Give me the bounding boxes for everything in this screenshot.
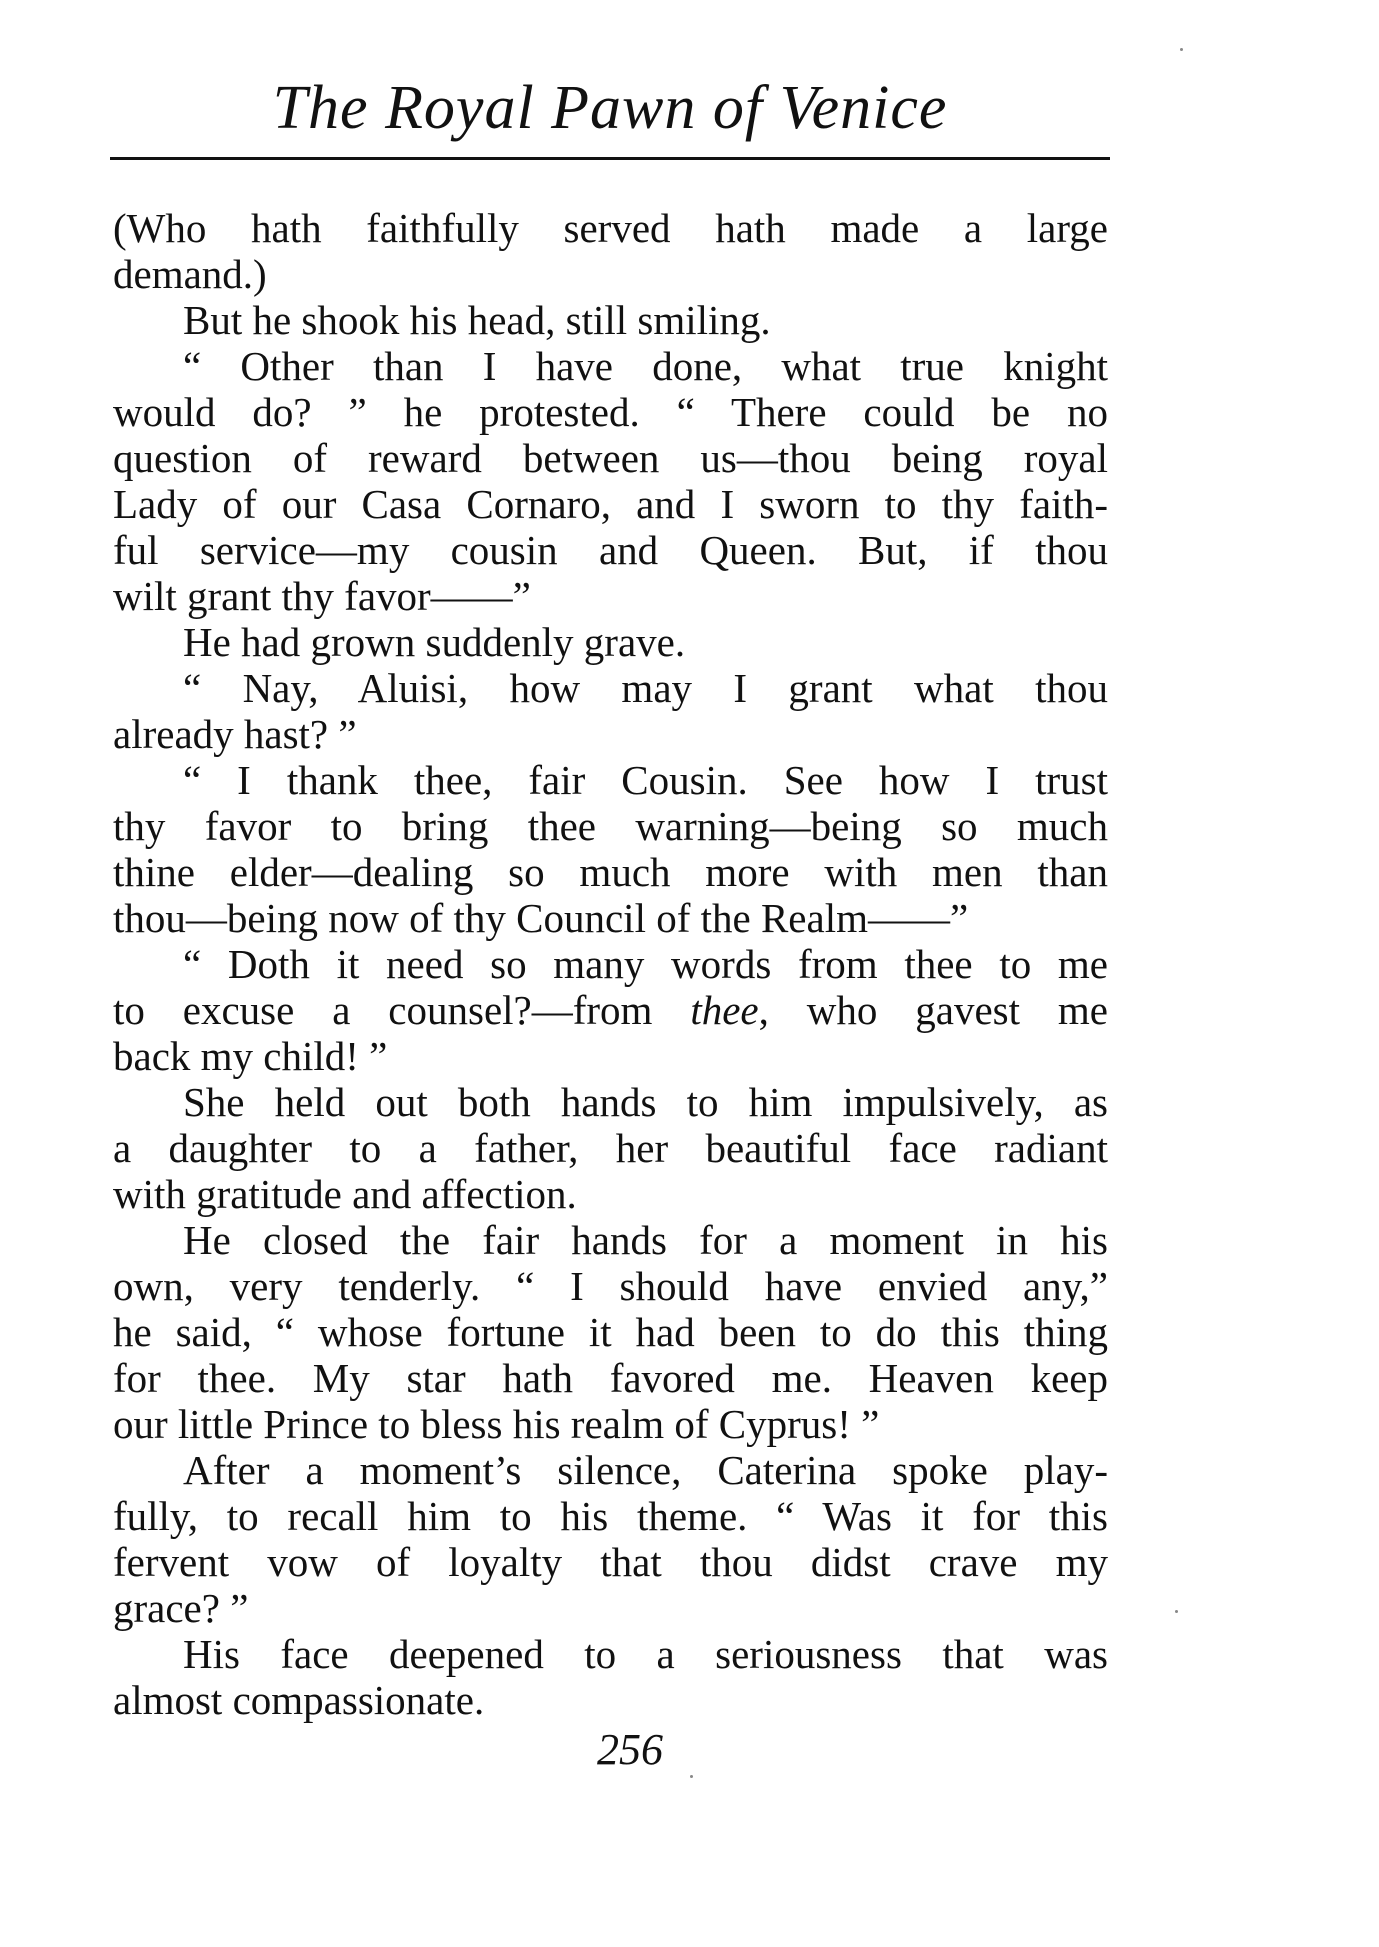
text-line: “ Nay, Aluisi, how may I grant what thou [183, 665, 1108, 711]
emphasis: thee [690, 987, 759, 1033]
text-line: with gratitude and affection. [113, 1171, 577, 1217]
text-line: wilt grant thy favor——” [113, 573, 531, 619]
text-line: he said, “ whose fortune it had been to do this thing [113, 1309, 1108, 1355]
text-line: own, very tenderly. “ I should have envied any,” [113, 1263, 1108, 1309]
text-line: “ Other than I have done, what true knight [183, 343, 1108, 389]
body-text [113, 205, 1108, 1723]
text-line: our little Prince to bless his realm of Cyprus! ” [113, 1401, 880, 1447]
text-line: would do? ” he protested. “ There could be no [113, 389, 1108, 435]
paper-speck [1175, 1610, 1178, 1613]
text-line: He had grown suddenly grave. [183, 619, 686, 665]
text-line: back my child! ” [113, 1033, 388, 1079]
text-line: His face deepened to a seriousness that was [183, 1631, 1108, 1677]
text-line: thy favor to bring thee warning—being so much [113, 803, 1108, 849]
text-line: fervent vow of loyalty that thou didst crave my [113, 1539, 1108, 1585]
text-line: to excuse a counsel?—from thee, who gavest me [113, 987, 1108, 1033]
text-line: grace? ” [113, 1585, 249, 1631]
text-line: He closed the fair hands for a moment in his [183, 1217, 1108, 1263]
text-line: a daughter to a father, her beautiful face radiant [113, 1125, 1108, 1171]
text-line: ful service—my cousin and Queen. But, if thou [113, 527, 1108, 573]
text-line: She held out both hands to him impulsively, as [183, 1079, 1108, 1125]
text-line: (Who hath faithfully served hath made a large [113, 205, 1108, 251]
paper-speck [690, 1775, 693, 1778]
header-rule [110, 157, 1110, 160]
text-line: already hast? ” [113, 711, 357, 757]
text-line: “ Doth it need so many words from thee to me [183, 941, 1108, 987]
text-line: fully, to recall him to his theme. “ Was it for this [113, 1493, 1108, 1539]
text-line: thou—being now of thy Council of the Realm——” [113, 895, 969, 941]
text-line: thine elder—dealing so much more with men than [113, 849, 1108, 895]
text-line: But he shook his head, still smiling. [183, 297, 771, 343]
text-line: almost compassionate. [113, 1677, 485, 1723]
text-line: question of reward between us—thou being royal [113, 435, 1108, 481]
text-line: “ I thank thee, fair Cousin. See how I trust [183, 757, 1108, 803]
running-title: The Royal Pawn of Venice [272, 74, 948, 142]
text-line: demand.) [113, 251, 267, 297]
text-line: After a moment’s silence, Caterina spoke play- [183, 1447, 1108, 1493]
text-line: Lady of our Casa Cornaro, and I sworn to thy faith- [113, 481, 1108, 527]
text-line: for thee. My star hath favored me. Heaven keep [113, 1355, 1108, 1401]
paper-speck [1180, 48, 1183, 51]
page-number: 256 [597, 1725, 663, 1774]
